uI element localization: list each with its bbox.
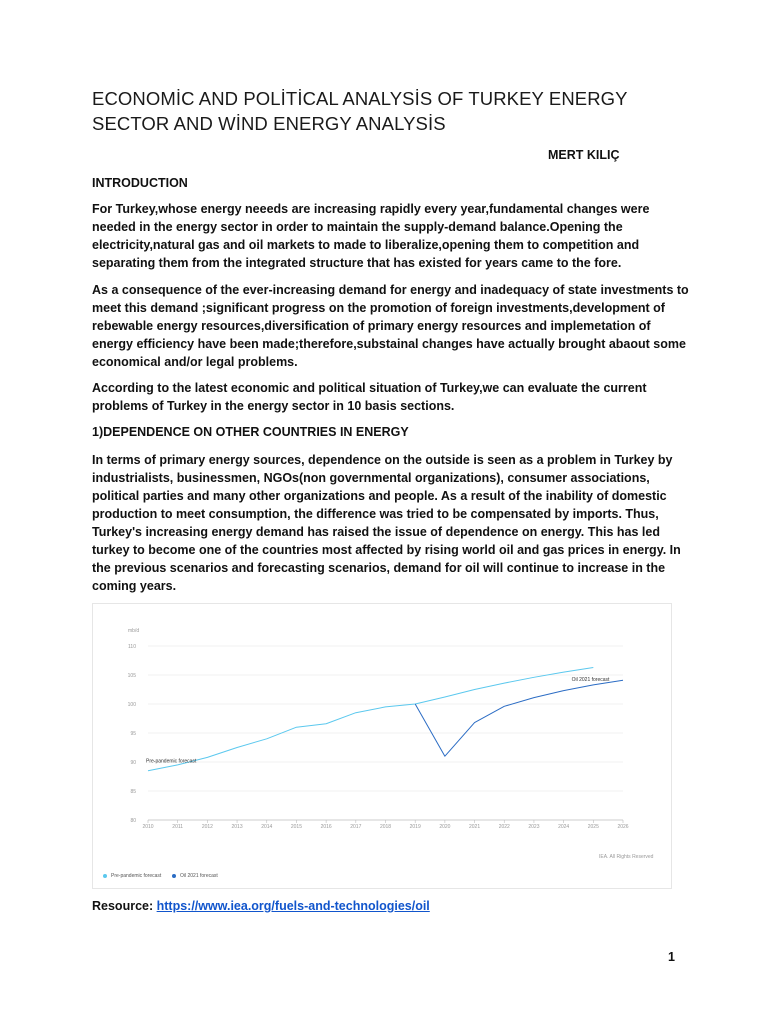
x-tick-label: 2016 (320, 824, 332, 830)
y-tick-label: 95 (130, 731, 136, 737)
y-tick-label: 100 (127, 702, 136, 708)
paragraph-intro-1: For Turkey,whose energy neeeds are increasing rapidly every year,fundamental changes were needed in the energy sector in order to maintain the supply-demand balance.Opening the electricity,natural gas and oil markets to made to liberalize,opening them to competition and separating them from the integrated structure that has existed for years came to the fore. (92, 202, 650, 270)
y-tick-label: 85 (130, 789, 136, 795)
series-line-oil2021 (415, 680, 623, 756)
y-tick-label: 90 (130, 760, 136, 766)
intro-heading: INTRODUCTION (92, 176, 188, 190)
x-tick-label: 2020 (439, 824, 451, 830)
x-tick-label: 2013 (231, 824, 243, 830)
x-tick-label: 2015 (290, 824, 302, 830)
legend-item-oil2021 (172, 873, 218, 879)
legend-dot-icon (172, 874, 176, 878)
y-axis-label: mb/d (128, 628, 140, 634)
x-tick-label: 2010 (142, 824, 154, 830)
y-tick-label: 80 (130, 818, 136, 824)
y-tick-label: 105 (127, 673, 136, 679)
x-tick-label: 2026 (617, 824, 629, 830)
legend-item-pre-pandemic (103, 873, 161, 879)
resource-line (92, 899, 430, 913)
x-tick-label: 2023 (528, 824, 540, 830)
resource-link[interactable]: https://www.iea.org/fuels-and-technologies/oil (156, 899, 430, 913)
chart-copyright: IEA. All Rights Reserved (599, 854, 654, 860)
x-tick-label: 2021 (469, 824, 481, 830)
section1-heading: 1)DEPENDENCE ON OTHER COUNTRIES IN ENERGY (92, 425, 409, 439)
x-tick-label: 2012 (201, 824, 213, 830)
oil-demand-chart (92, 603, 672, 889)
x-tick-label: 2019 (409, 824, 421, 830)
x-tick-label: 2011 (172, 824, 184, 830)
x-tick-label: 2014 (261, 824, 273, 830)
resource-label: Resource: (92, 899, 157, 913)
document-title: ECONOMİC AND POLİTİCAL ANALYSİS OF TURKEY ENERGY SECTOR AND WİND ENERGY ANALYSİS (92, 88, 628, 134)
legend-dot-icon (103, 874, 107, 878)
x-tick-label: 2017 (350, 824, 362, 830)
legend-label: Pre-pandemic forecast (111, 873, 162, 879)
x-tick-label: 2018 (379, 824, 392, 830)
paragraph-intro-3: According to the latest economic and political situation of Turkey,we can evaluate the current problems of Turkey in the energy sector in 10 basis sections. (92, 381, 647, 413)
paragraph-intro-2: As a consequence of the ever-increasing demand for energy and inadequacy of state investments to meet this demand ;significant progress on the promotion of foreign investments,development of rebewable energy resources,diversification of primary energy resources and implemetation of energy efficiency have been made;therefore,substainal changes have actually brought abaout some economical and/or legal problems. (92, 283, 689, 369)
page-number: 1 (668, 950, 675, 964)
x-tick-label: 2025 (587, 824, 599, 830)
y-tick-label: 110 (128, 644, 136, 650)
series-line-pre-pandemic (148, 667, 593, 770)
series-label-pre-pandemic: Pre-pandemic forecast (146, 758, 197, 765)
series-label-oil2021: Oil 2021 forecast (571, 676, 610, 683)
x-tick-label: 2022 (498, 824, 510, 830)
legend-label: Oil 2021 forecast (180, 873, 218, 879)
section1-paragraph: In terms of primary energy sources, dependence on the outside is seen as a problem in Turkey by industrialists, businessmen, NGOs(non governmental organizations), consumer associations, political parties and many other organizations and people. As a result of the inability of domestic production to meet consumption, the difference was tried to be compensated by imports. Thus, Turkey's increasing energy demand has raised the issue of dependence on energy. This has led turkey to become one of the countries most affected by rising world oil and gas prices in energy. In the previous scenarios and forecasting scenarios, demand for oil will continue to increase in the coming years. (92, 453, 681, 593)
chart-svg (93, 604, 671, 888)
x-tick-label: 2024 (558, 824, 570, 830)
author-name: MERT KILIÇ (548, 148, 620, 162)
